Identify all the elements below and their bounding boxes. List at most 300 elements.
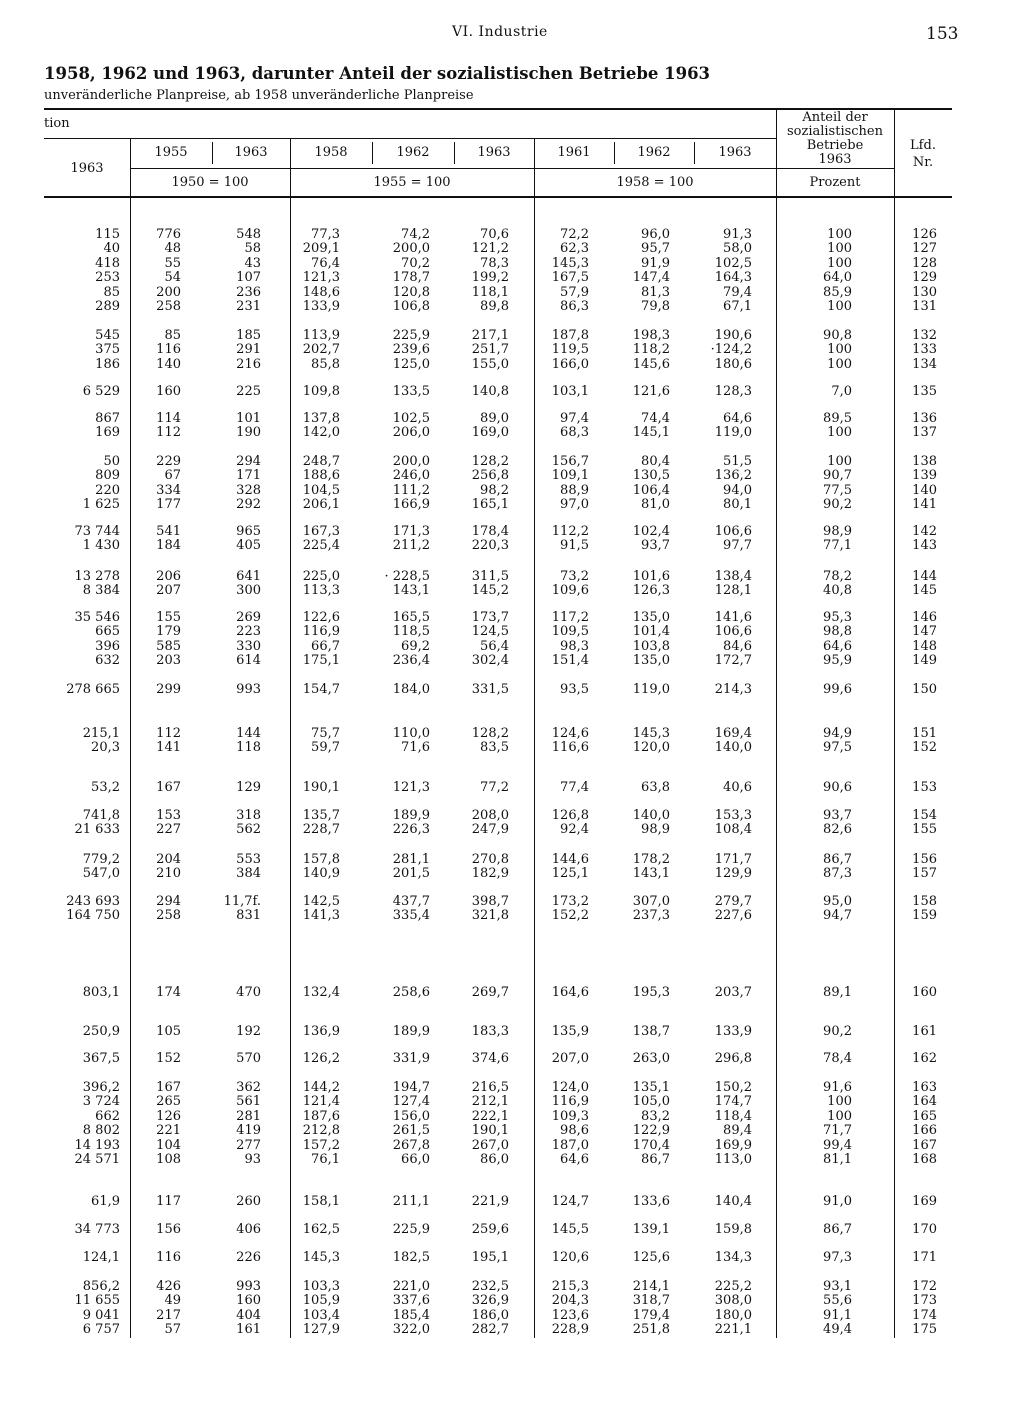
table-cell: 118,4 bbox=[714, 1108, 752, 1124]
table-cell: 34 773 bbox=[74, 1222, 120, 1237]
table-cell: 80,1 bbox=[723, 497, 752, 513]
table-cell: 195,3 bbox=[632, 985, 670, 1000]
table-cell: 318,7 bbox=[632, 1293, 670, 1309]
table-cell: 140,0 bbox=[632, 808, 670, 823]
table-cell: 109,3 bbox=[551, 1108, 589, 1124]
table-cell: 73,2 bbox=[560, 569, 589, 584]
table-cell: 97,7 bbox=[723, 538, 752, 554]
table-cell: 185 bbox=[236, 328, 261, 343]
table-cell: 831 bbox=[236, 908, 261, 924]
table-cell: 95,7 bbox=[641, 241, 670, 257]
table-cell: 186,0 bbox=[471, 1307, 509, 1323]
table-cell: 124,1 bbox=[82, 1250, 120, 1265]
table-cell: 125,0 bbox=[392, 356, 430, 372]
table-cell: 192 bbox=[236, 1024, 261, 1039]
table-cell: 90,2 bbox=[823, 497, 852, 513]
row-number: 140 bbox=[912, 482, 937, 498]
table-cell: 100 bbox=[827, 1094, 852, 1110]
table-cell: 195,1 bbox=[471, 1250, 509, 1265]
table-cell: 367,5 bbox=[82, 1051, 120, 1066]
table-cell: 137,8 bbox=[302, 411, 340, 426]
table-cell: 190 bbox=[236, 425, 261, 441]
table-cell: 105,9 bbox=[302, 1293, 340, 1309]
table-cell: 90,7 bbox=[823, 468, 852, 484]
table-cell: 175,1 bbox=[302, 653, 340, 669]
table-cell: 547,0 bbox=[82, 866, 120, 882]
row-number: 128 bbox=[912, 255, 937, 271]
table-cell: 100 bbox=[827, 299, 852, 314]
row-number: 163 bbox=[912, 1080, 937, 1095]
table-cell: 78,2 bbox=[823, 569, 852, 584]
table-cell: 741,8 bbox=[82, 808, 120, 823]
table-cell: 59,7 bbox=[311, 740, 340, 756]
table-cell: 206,1 bbox=[302, 497, 340, 513]
table-cell: 217 bbox=[156, 1307, 181, 1323]
table-cell: 91,9 bbox=[641, 255, 670, 271]
table-cell: 95,9 bbox=[823, 653, 852, 669]
table-cell: 222,1 bbox=[471, 1108, 509, 1124]
table-cell: 67,1 bbox=[723, 299, 752, 314]
table-cell: 155,0 bbox=[471, 356, 509, 372]
table-cell: 97,3 bbox=[823, 1250, 852, 1265]
table-cell: 145,3 bbox=[302, 1250, 340, 1265]
table-cell: 99,4 bbox=[823, 1137, 852, 1153]
table-cell: 50 bbox=[103, 454, 120, 469]
header-base-1955: 1955 = 100 bbox=[373, 175, 451, 190]
row-number: 129 bbox=[912, 270, 937, 286]
table-cell: 151,4 bbox=[551, 653, 589, 669]
table-cell: 136,9 bbox=[302, 1024, 340, 1039]
table-cell: 470 bbox=[236, 985, 261, 1000]
table-cell: 49,4 bbox=[823, 1322, 852, 1338]
table-cell: 184,0 bbox=[392, 682, 430, 697]
table-cell: 167,5 bbox=[551, 270, 589, 286]
table-cell: 98,9 bbox=[823, 524, 852, 539]
row-number: 164 bbox=[912, 1094, 937, 1110]
table-cell: 88,9 bbox=[560, 482, 589, 498]
row-number: 139 bbox=[912, 468, 937, 484]
table-cell: 665 bbox=[95, 624, 120, 640]
header-1962: 1962 bbox=[396, 145, 430, 160]
table-cell: 561 bbox=[236, 1094, 261, 1110]
table-cell: 993 bbox=[236, 1279, 261, 1294]
table-cell: 57,9 bbox=[560, 284, 589, 300]
table-cell: 322,0 bbox=[392, 1322, 430, 1338]
header-1963: 1963 bbox=[477, 145, 511, 160]
table-cell: 138,7 bbox=[632, 1024, 670, 1039]
table-cell: 83,2 bbox=[641, 1108, 670, 1124]
table-cell: 140 bbox=[156, 356, 181, 372]
table-cell: 106,6 bbox=[714, 524, 752, 539]
row-number: 175 bbox=[912, 1322, 937, 1338]
row-number: 160 bbox=[912, 985, 937, 1000]
table-cell: 154,7 bbox=[302, 682, 340, 697]
table-cell: 204 bbox=[156, 852, 181, 867]
table-cell: 259,6 bbox=[471, 1222, 509, 1237]
table-cell: 100 bbox=[827, 255, 852, 271]
table-cell: 226 bbox=[236, 1250, 261, 1265]
table-cell: 112 bbox=[156, 726, 181, 741]
table-subtitle: unveränderliche Planpreise, ab 1958 unveränderliche Planpreise bbox=[44, 88, 474, 103]
table-cell: 201,5 bbox=[392, 866, 430, 882]
table-cell: 135,7 bbox=[302, 808, 340, 823]
table-cell: 157,2 bbox=[302, 1137, 340, 1153]
table-cell: 153,3 bbox=[714, 808, 752, 823]
header-rule-1 bbox=[44, 138, 776, 139]
table-cell: 248,7 bbox=[302, 454, 340, 469]
table-cell: 258,6 bbox=[392, 985, 430, 1000]
table-cell: 198,3 bbox=[632, 328, 670, 343]
table-cell: 70,6 bbox=[480, 227, 509, 242]
table-cell: 112,2 bbox=[551, 524, 589, 539]
table-cell: 294 bbox=[236, 454, 261, 469]
table-cell: 153 bbox=[156, 808, 181, 823]
table-cell: 125,1 bbox=[551, 866, 589, 882]
table-cell: 269 bbox=[236, 610, 261, 625]
table-cell: 375 bbox=[95, 342, 120, 358]
row-number: 155 bbox=[912, 822, 937, 838]
table-cell: 200,0 bbox=[392, 241, 430, 257]
header-1955: 1955 bbox=[154, 145, 188, 160]
table-cell: 98,6 bbox=[560, 1123, 589, 1139]
table-cell: 89,5 bbox=[823, 411, 852, 426]
row-number: 126 bbox=[912, 227, 937, 242]
table-cell: 215,1 bbox=[82, 726, 120, 741]
table-cell: 221,0 bbox=[392, 1279, 430, 1294]
table-cell: 232,5 bbox=[471, 1279, 509, 1294]
table-cell: 221,1 bbox=[714, 1322, 752, 1338]
table-cell: 142,5 bbox=[302, 894, 340, 909]
table-cell: 158,1 bbox=[302, 1194, 340, 1209]
table-cell: 173,7 bbox=[471, 610, 509, 625]
table-cell: 103,8 bbox=[632, 638, 670, 654]
table-cell: 40,8 bbox=[823, 583, 852, 599]
table-cell: 189,9 bbox=[392, 1024, 430, 1039]
table-cell: 73 744 bbox=[74, 524, 120, 539]
table-cell: 120,0 bbox=[632, 740, 670, 756]
table-cell: 396,2 bbox=[82, 1080, 120, 1095]
table-cell: 48 bbox=[164, 241, 181, 257]
table-cell: 126,8 bbox=[551, 808, 589, 823]
table-cell: 3 724 bbox=[82, 1094, 120, 1110]
table-cell: 225 bbox=[236, 384, 261, 399]
table-cell: 206 bbox=[156, 569, 181, 584]
table-cell: 1 430 bbox=[82, 538, 120, 554]
table-cell: 78,3 bbox=[480, 255, 509, 271]
table-cell: 64,6 bbox=[560, 1152, 589, 1167]
row-number: 166 bbox=[912, 1123, 937, 1139]
row-number: 170 bbox=[912, 1222, 937, 1237]
table-cell: 267,0 bbox=[471, 1137, 509, 1153]
table-cell: 161 bbox=[236, 1322, 261, 1338]
table-cell: 632 bbox=[95, 653, 120, 669]
table-cell: 170,4 bbox=[632, 1137, 670, 1153]
header-base-1950: 1950 = 100 bbox=[171, 175, 249, 190]
table-cell: 116,9 bbox=[302, 624, 340, 640]
table-cell: 328 bbox=[236, 482, 261, 498]
col-divider bbox=[130, 138, 131, 1338]
table-cell: 180,0 bbox=[714, 1307, 752, 1323]
table-cell: 225,9 bbox=[392, 328, 430, 343]
table-cell: 93,7 bbox=[641, 538, 670, 554]
table-cell: 418 bbox=[95, 255, 120, 271]
table-cell: 103,3 bbox=[302, 1279, 340, 1294]
table-cell: 71,7 bbox=[823, 1123, 852, 1139]
table-cell: 130,5 bbox=[632, 468, 670, 484]
table-cell: 169,4 bbox=[714, 726, 752, 741]
table-cell: 86,3 bbox=[560, 299, 589, 314]
table-cell: 85,9 bbox=[823, 284, 852, 300]
table-cell: 165,5 bbox=[392, 610, 430, 625]
table-cell: 128,3 bbox=[714, 384, 752, 399]
table-cell: 186 bbox=[95, 356, 120, 372]
table-cell: 110,0 bbox=[392, 726, 430, 741]
table-cell: 124,5 bbox=[471, 624, 509, 640]
table-cell: 11 655 bbox=[74, 1293, 120, 1309]
table-cell: 183,3 bbox=[471, 1024, 509, 1039]
table-cell: 132,4 bbox=[302, 985, 340, 1000]
table-cell: 109,6 bbox=[551, 583, 589, 599]
table-cell: 85,8 bbox=[311, 356, 340, 372]
table-cell: 178,4 bbox=[471, 524, 509, 539]
row-number: 136 bbox=[912, 411, 937, 426]
table-cell: 91,1 bbox=[823, 1307, 852, 1323]
table-cell: 89,0 bbox=[480, 411, 509, 426]
table-cell: 189,9 bbox=[392, 808, 430, 823]
row-number: 149 bbox=[912, 653, 937, 669]
table-cell: 126 bbox=[156, 1108, 181, 1124]
table-cell: 174,7 bbox=[714, 1094, 752, 1110]
table-cell: 113,3 bbox=[302, 583, 340, 599]
table-cell: 258 bbox=[156, 299, 181, 314]
table-cell: 118,2 bbox=[632, 342, 670, 358]
table-cell: 965 bbox=[236, 524, 261, 539]
table-cell: 68,3 bbox=[560, 425, 589, 441]
table-cell: 169,0 bbox=[471, 425, 509, 441]
table-cell: 156 bbox=[156, 1222, 181, 1237]
row-number: 154 bbox=[912, 808, 937, 823]
col-divider bbox=[776, 110, 777, 1338]
table-cell: 294 bbox=[156, 894, 181, 909]
table-cell: 7,0 bbox=[831, 384, 852, 399]
table-cell: 90,6 bbox=[823, 780, 852, 795]
table-cell: 188,6 bbox=[302, 468, 340, 484]
row-number: 156 bbox=[912, 852, 937, 867]
table-cell: 267,8 bbox=[392, 1137, 430, 1153]
table-cell: 185,4 bbox=[392, 1307, 430, 1323]
table-cell: 292 bbox=[236, 497, 261, 513]
row-number: 157 bbox=[912, 866, 937, 882]
row-number: 130 bbox=[912, 284, 937, 300]
table-cell: 169,9 bbox=[714, 1137, 752, 1153]
table-cell: 155 bbox=[156, 610, 181, 625]
table-cell: 51,5 bbox=[723, 454, 752, 469]
table-cell: 202,7 bbox=[302, 342, 340, 358]
table-cell: 174 bbox=[156, 985, 181, 1000]
table-cell: 104 bbox=[156, 1137, 181, 1153]
row-number: 144 bbox=[912, 569, 937, 584]
table-cell: 212,1 bbox=[471, 1094, 509, 1110]
table-cell: 178,2 bbox=[632, 852, 670, 867]
table-cell: 120,6 bbox=[551, 1250, 589, 1265]
row-number: 158 bbox=[912, 894, 937, 909]
table-cell: 251,8 bbox=[632, 1322, 670, 1338]
table-cell: 99,6 bbox=[823, 682, 852, 697]
header-1958: 1958 bbox=[314, 145, 348, 160]
header-1962: 1962 bbox=[637, 145, 671, 160]
table-cell: 86,0 bbox=[480, 1152, 509, 1167]
table-cell: 76,1 bbox=[311, 1152, 340, 1167]
row-number: 173 bbox=[912, 1293, 937, 1309]
table-cell: 91,5 bbox=[560, 538, 589, 554]
table-cell: 121,6 bbox=[632, 384, 670, 399]
table-cell: 111,2 bbox=[392, 482, 430, 498]
header-1961: 1961 bbox=[557, 145, 591, 160]
table-cell: 123,6 bbox=[551, 1307, 589, 1323]
table-cell: 134,3 bbox=[714, 1250, 752, 1265]
table-cell: 100 bbox=[827, 227, 852, 242]
table-cell: 145,2 bbox=[471, 583, 509, 599]
table-cell: 77,4 bbox=[560, 780, 589, 795]
table-cell: 108,4 bbox=[714, 822, 752, 838]
table-cell: 145,3 bbox=[632, 726, 670, 741]
row-number: 152 bbox=[912, 740, 937, 756]
table-cell: 102,5 bbox=[392, 411, 430, 426]
table-cell: 94,0 bbox=[723, 482, 752, 498]
table-cell: 9 041 bbox=[82, 1307, 120, 1323]
row-number: 131 bbox=[912, 299, 937, 314]
table-cell: 13 278 bbox=[74, 569, 120, 584]
table-cell: 61,9 bbox=[91, 1194, 120, 1209]
table-cell: 91,6 bbox=[823, 1080, 852, 1095]
table-cell: 426 bbox=[156, 1279, 181, 1294]
table-cell: 91,0 bbox=[823, 1194, 852, 1209]
table-cell: 85 bbox=[103, 284, 120, 300]
table-cell: 228,9 bbox=[551, 1322, 589, 1338]
table-cell: 104,5 bbox=[302, 482, 340, 498]
table-cell: 231 bbox=[236, 299, 261, 314]
table-cell: 20,3 bbox=[91, 740, 120, 756]
row-number: 141 bbox=[912, 497, 937, 513]
table-cell: 113,0 bbox=[714, 1152, 752, 1167]
table-cell: 133,9 bbox=[714, 1024, 752, 1039]
table-cell: 64,6 bbox=[823, 638, 852, 654]
table-cell: 102,4 bbox=[632, 524, 670, 539]
row-number: 132 bbox=[912, 328, 937, 343]
row-number: 165 bbox=[912, 1108, 937, 1124]
header-share-line: 1963 bbox=[818, 152, 852, 167]
col-divider bbox=[290, 138, 291, 1338]
table-cell: 89,1 bbox=[823, 985, 852, 1000]
table-cell: 89,4 bbox=[723, 1123, 752, 1139]
table-cell: 121,3 bbox=[302, 270, 340, 286]
table-cell: 253 bbox=[95, 270, 120, 286]
table-cell: 167,3 bbox=[302, 524, 340, 539]
col-divider bbox=[894, 110, 895, 1338]
table-cell: 237,3 bbox=[632, 908, 670, 924]
col-divider bbox=[534, 138, 535, 1338]
table-cell: 184 bbox=[156, 538, 181, 554]
table-cell: 307,0 bbox=[632, 894, 670, 909]
table-cell: 164 750 bbox=[66, 908, 120, 924]
table-cell: 164,6 bbox=[551, 985, 589, 1000]
table-cell: 172,7 bbox=[714, 653, 752, 669]
table-cell: 144,2 bbox=[302, 1080, 340, 1095]
table-cell: 398,7 bbox=[471, 894, 509, 909]
table-cell: 614 bbox=[236, 653, 261, 669]
table-cell: 107 bbox=[236, 270, 261, 286]
table-cell: 64,6 bbox=[723, 411, 752, 426]
table-cell: 220,3 bbox=[471, 538, 509, 554]
table-cell: 207,0 bbox=[551, 1051, 589, 1066]
table-cell: 404 bbox=[236, 1307, 261, 1323]
table-cell: 92,4 bbox=[560, 822, 589, 838]
table-cell: 206,0 bbox=[392, 425, 430, 441]
table-cell: 214,3 bbox=[714, 682, 752, 697]
table-cell: 106,6 bbox=[714, 624, 752, 640]
table-cell: 6 529 bbox=[82, 384, 120, 399]
table-cell: 209,1 bbox=[302, 241, 340, 257]
table-cell: 133,9 bbox=[302, 299, 340, 314]
table-cell: 35 546 bbox=[74, 610, 120, 625]
table-cell: 278 665 bbox=[66, 682, 120, 697]
table-cell: 147,4 bbox=[632, 270, 670, 286]
table-cell: 225,0 bbox=[302, 569, 340, 584]
table-cell: 212,8 bbox=[302, 1123, 340, 1139]
table-cell: 119,0 bbox=[714, 425, 752, 441]
table-cell: 140,0 bbox=[714, 740, 752, 756]
table-cell: 144,6 bbox=[551, 852, 589, 867]
table-cell: 150,2 bbox=[714, 1080, 752, 1095]
table-cell: 152 bbox=[156, 1051, 181, 1066]
header-share-line: Anteil der bbox=[802, 110, 868, 125]
row-number: 151 bbox=[912, 726, 937, 741]
table-cell: 167 bbox=[156, 780, 181, 795]
table-cell: 116 bbox=[156, 342, 181, 358]
table-cell: 140,8 bbox=[471, 384, 509, 399]
table-cell: 281,1 bbox=[392, 852, 430, 867]
table-cell: 14 193 bbox=[74, 1137, 120, 1153]
table-cell: 159,8 bbox=[714, 1222, 752, 1237]
table-cell: 138,4 bbox=[714, 569, 752, 584]
table-cell: 225,9 bbox=[392, 1222, 430, 1237]
table-cell: 281 bbox=[236, 1108, 261, 1124]
table-cell: 204,3 bbox=[551, 1293, 589, 1309]
table-cell: 112 bbox=[156, 425, 181, 441]
header-share-line: Betriebe bbox=[806, 138, 864, 153]
table-cell: 109,1 bbox=[551, 468, 589, 484]
table-cell: 93 bbox=[244, 1152, 261, 1167]
table-cell: 187,6 bbox=[302, 1108, 340, 1124]
table-cell: 263,0 bbox=[632, 1051, 670, 1066]
table-cell: 251,7 bbox=[471, 342, 509, 358]
table-cell: 145,3 bbox=[551, 255, 589, 271]
table-cell: 79,4 bbox=[723, 284, 752, 300]
table-cell: 135,9 bbox=[551, 1024, 589, 1039]
header-share-unit: Prozent bbox=[809, 175, 861, 190]
table-cell: 337,6 bbox=[392, 1293, 430, 1309]
table-title: 1958, 1962 und 1963, darunter Anteil der sozialistischen Betriebe 1963 bbox=[44, 64, 711, 83]
table-cell: 70,2 bbox=[401, 255, 430, 271]
table-cell: 187,8 bbox=[551, 328, 589, 343]
row-number: 174 bbox=[912, 1307, 937, 1323]
table-cell: 124,7 bbox=[551, 1194, 589, 1209]
header-base-1958: 1958 = 100 bbox=[616, 175, 694, 190]
table-cell: 21 633 bbox=[74, 822, 120, 838]
table-cell: 81,0 bbox=[641, 497, 670, 513]
row-number: 127 bbox=[912, 241, 937, 257]
table-cell: 122,9 bbox=[632, 1123, 670, 1139]
